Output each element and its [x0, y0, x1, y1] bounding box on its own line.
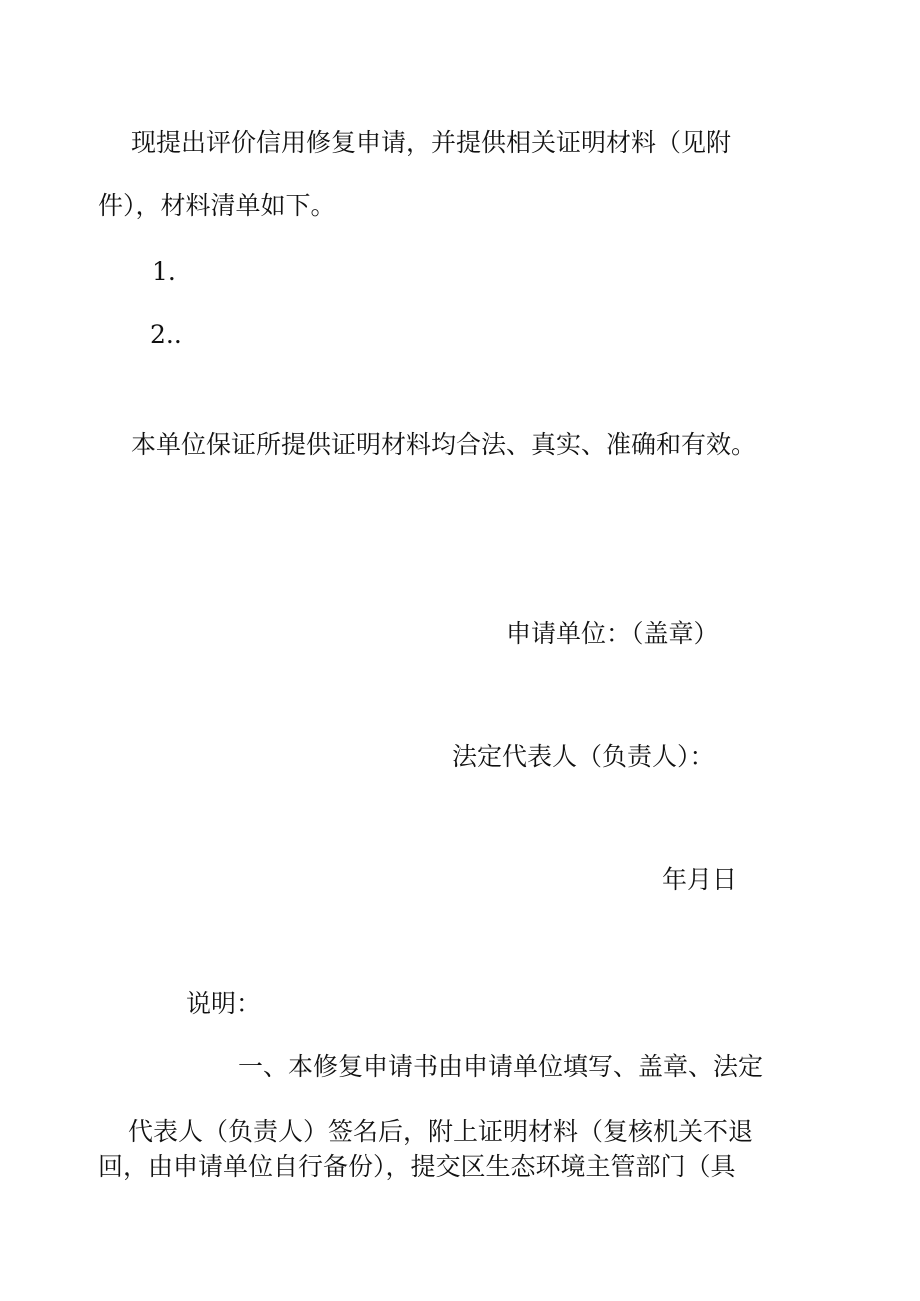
notes-item-1-line-1: 一、本修复申请书由申请单位填写、盖章、法定 — [238, 1052, 764, 1081]
material-item-1: 1. — [152, 257, 176, 286]
legal-representative-label: 法定代表人（负责人）： — [452, 742, 715, 771]
material-item-2: 2.. — [150, 320, 182, 349]
notes-item-1-line-2: 代表人（负责人）签名后，附上证明材料（复核机关不退 — [128, 1117, 754, 1146]
date-label: 年月日 — [662, 865, 738, 894]
notes-title: 说明： — [186, 989, 262, 1018]
applicant-seal-label: 申请单位：（盖章） — [506, 619, 719, 648]
guarantee-statement: 本单位保证所提供证明材料均合法、真实、准确和有效。 — [131, 430, 757, 459]
intro-line-1: 现提出评价信用修复申请，并提供相关证明材料（见附 — [131, 128, 732, 157]
notes-item-1-line-3: 回，由申请单位自行备份），提交区生态环境主管部门（具 — [98, 1152, 736, 1181]
intro-line-2: 件），材料清单如下。 — [98, 191, 336, 220]
